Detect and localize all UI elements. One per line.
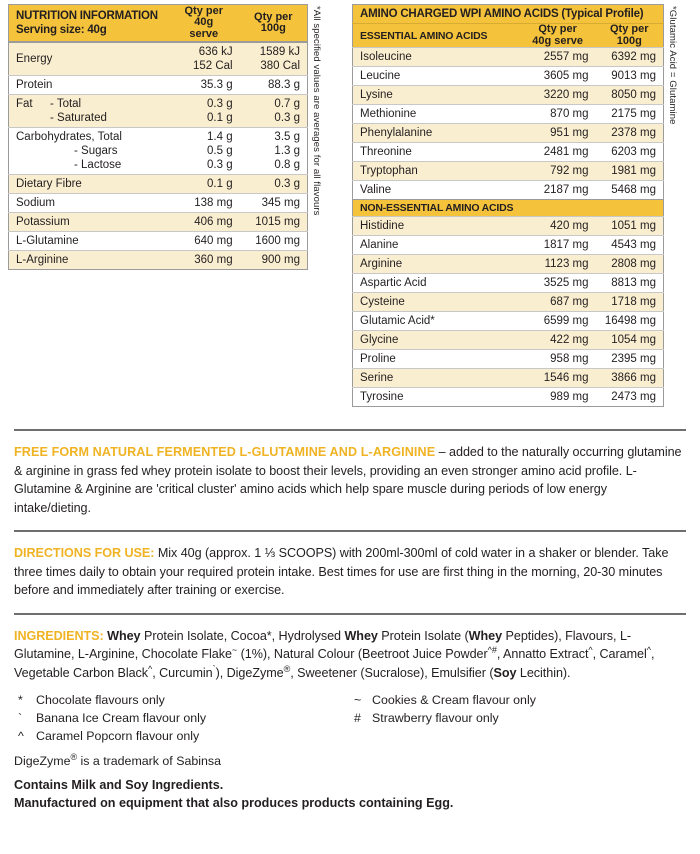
nutrition-serving-size: Serving size: 40g	[16, 24, 107, 36]
legend-item	[350, 709, 686, 727]
amino-value-100g: 6392 mg	[596, 48, 664, 67]
amino-value-100g: 2378 mg	[596, 124, 664, 143]
nutrient-value-40g: 640 mg	[168, 232, 240, 251]
divider-above-freeform	[14, 429, 686, 431]
body-content	[0, 429, 700, 812]
nutrient-value-40g: 0.3 g	[207, 98, 233, 110]
amino-value-40g: 6599 mg	[520, 312, 596, 331]
amino-name: Tryptophan	[353, 162, 520, 181]
nutrient-label: L-Glutamine	[9, 232, 168, 251]
amino-value-40g: 3220 mg	[520, 86, 596, 105]
ingredients-text: Protein Isolate, Cocoa*, Hydrolysed	[140, 628, 345, 643]
table-row	[353, 312, 664, 331]
amino-name: Leucine	[353, 67, 520, 86]
table-row	[353, 181, 664, 200]
essential-amino-rows	[353, 48, 664, 200]
nutrient-label: Potassium	[9, 213, 168, 232]
amino-value-100g: 2808 mg	[596, 255, 664, 274]
amino-value-100g: 5468 mg	[596, 181, 664, 200]
nutrient-label: Energy	[16, 53, 53, 65]
trademark-note	[14, 751, 686, 768]
amino-name: Glycine	[353, 331, 520, 350]
amino-value-40g: 420 mg	[520, 217, 596, 236]
table-row	[353, 217, 664, 236]
nutrition-col2-sub: 100g	[260, 22, 286, 34]
allergen-whey: Whey	[107, 628, 141, 643]
legend-column-right	[350, 691, 686, 745]
directions-section	[14, 544, 686, 600]
nutrient-value-100g: 900 mg	[240, 251, 308, 270]
amino-value-40g: 958 mg	[520, 350, 596, 369]
amino-col1-label: Qty per	[538, 23, 577, 35]
table-row	[353, 67, 664, 86]
allergen-whey: Whey	[468, 628, 503, 643]
amino-name: Phenylalanine	[353, 124, 520, 143]
amino-value-100g: 4543 mg	[596, 236, 664, 255]
table-row	[353, 293, 664, 312]
registered-trademark-icon: ®	[283, 663, 291, 674]
footnote-marker: ^	[588, 644, 593, 655]
ingredients-section	[14, 627, 686, 683]
amino-name: Histidine	[353, 217, 520, 236]
table-row	[9, 213, 308, 232]
table-row	[353, 143, 664, 162]
nutrient-value-100g: 345 mg	[240, 194, 308, 213]
nutrient-sublabel: - Lactose	[74, 159, 122, 171]
ingredients-text: , Caramel	[592, 647, 647, 661]
nutrient-value-100g: 3.5 g	[274, 131, 300, 143]
nutrient-value-100g: 0.3 g	[240, 175, 308, 194]
nutrient-value-40g: 406 mg	[168, 213, 240, 232]
footnote-marker: `	[212, 663, 216, 674]
allergen-warning-contains: Contains Milk and Soy Ingredients.	[14, 778, 224, 792]
amino-acids-table	[352, 4, 664, 407]
footnote-marker: ~	[231, 644, 238, 655]
directions-body: Mix 40g (approx. 1 ⅓ SCOOPS) with 200ml-300ml of cold water in a shaker or blender. Take three times daily to obtain your required protein intake. Best times for use are first thing in the morning, 20-30 minutes before and immediately after training or exercise.	[14, 546, 669, 597]
table-row	[353, 162, 664, 181]
table-row	[353, 350, 664, 369]
table-row	[353, 388, 664, 407]
nutrient-value-40g: 1.4 g	[207, 131, 233, 143]
nutrient-label: Sodium	[9, 194, 168, 213]
nutrition-col2-label: Qty per	[254, 10, 293, 23]
legend-text: Banana Ice Cream flavour only	[36, 711, 207, 725]
amino-name: Alanine	[353, 236, 520, 255]
amino-value-40g: 1817 mg	[520, 236, 596, 255]
nutrient-value-100g: 0.3 g	[274, 112, 300, 124]
table-row	[353, 86, 664, 105]
nutrient-value-100g: 1600 mg	[240, 232, 308, 251]
ingredients-text: , Sweetener (Sucralose), Emulsifier (	[290, 665, 494, 680]
table-row	[9, 42, 308, 76]
ingredients-text: Peptides), Flavours, L-Glutamine, L-Arginine, Chocolate Flake	[14, 628, 632, 661]
table-row	[353, 255, 664, 274]
nonessential-amino-header: NON-ESSENTIAL AMINO ACIDS	[353, 200, 664, 217]
amino-value-100g: 1051 mg	[596, 217, 664, 236]
legend-symbol: #	[354, 711, 361, 725]
amino-value-40g: 951 mg	[520, 124, 596, 143]
ingredients-text: ), DigeZyme	[215, 665, 284, 680]
table-row	[9, 251, 308, 270]
ingredients-text: , Vegetable Carbon Black	[14, 647, 655, 680]
amino-value-40g: 687 mg	[520, 293, 596, 312]
amino-value-40g: 3525 mg	[520, 274, 596, 293]
nutrient-sublabel: - Sugars	[74, 145, 118, 157]
amino-title-row	[353, 5, 664, 24]
amino-name: Methionine	[353, 105, 520, 124]
amino-name: Arginine	[353, 255, 520, 274]
nutrient-value-40g: 152 Cal	[192, 60, 233, 72]
amino-value-100g: 3866 mg	[596, 369, 664, 388]
amino-name: Tyrosine	[353, 388, 520, 407]
amino-name: Lysine	[353, 86, 520, 105]
amino-value-40g: 2481 mg	[520, 143, 596, 162]
amino-value-40g: 2557 mg	[520, 48, 596, 67]
registered-trademark-icon: ®	[70, 751, 78, 762]
nutrient-value-40g: 35.3 g	[168, 76, 240, 95]
nutrient-value-40g: 0.3 g	[207, 159, 233, 171]
nutrition-col1-sub: 40g	[194, 16, 214, 29]
nutrition-header-row	[9, 5, 308, 43]
nutrient-value-40g: 636 kJ	[198, 46, 233, 58]
nutrient-value-40g: 0.5 g	[207, 145, 233, 157]
nutrient-label: Fat	[16, 98, 33, 110]
nutrient-value-40g: 0.1 g	[207, 112, 233, 124]
ingredients-text: Protein Isolate (	[377, 628, 469, 643]
table-row	[353, 48, 664, 67]
nutrient-value-40g: 138 mg	[168, 194, 240, 213]
allergen-warning-equipment: Manufactured on equipment that also produces products containing Egg.	[14, 796, 454, 810]
legend-item	[14, 691, 350, 709]
amino-value-40g: 422 mg	[520, 331, 596, 350]
legend-column-left	[14, 691, 350, 745]
allergen-whey: Whey	[344, 628, 378, 643]
legend-text: Caramel Popcorn flavour only	[36, 729, 200, 743]
tables-row	[0, 0, 700, 407]
allergen-soy: Soy	[493, 665, 517, 680]
nutrient-value-100g: 380 Cal	[260, 60, 300, 72]
amino-side-note: *Glutamic Acid = Glutamine	[667, 6, 678, 125]
amino-value-40g: 3605 mg	[520, 67, 596, 86]
amino-value-100g: 16498 mg	[596, 312, 664, 331]
amino-value-100g: 2175 mg	[596, 105, 664, 124]
nutrient-label: L-Arginine	[9, 251, 168, 270]
table-row	[353, 331, 664, 350]
nutrition-title: NUTRITION INFORMATION	[16, 10, 158, 22]
legend-item	[14, 709, 350, 727]
amino-value-40g: 989 mg	[520, 388, 596, 407]
amino-value-100g: 1981 mg	[596, 162, 664, 181]
nutrient-label: Protein	[16, 79, 53, 91]
amino-value-100g: 1718 mg	[596, 293, 664, 312]
amino-name: Cysteine	[353, 293, 520, 312]
nutrient-value-100g: 1589 kJ	[259, 46, 300, 58]
table-row	[9, 76, 308, 95]
table-row	[9, 232, 308, 251]
nutrient-value-100g: 1015 mg	[240, 213, 308, 232]
ingredients-text: (1%), Natural Colour (Beetroot Juice Powder	[237, 647, 488, 661]
ingredients-text: , Annatto Extract	[496, 647, 589, 661]
amino-name: Threonine	[353, 143, 520, 162]
divider-above-directions	[14, 530, 686, 532]
trademark-name: DigeZyme	[14, 754, 71, 768]
freeform-body: – added to the naturally occurring glutamine & arginine in grass fed whey protein isolate to boost their levels, providing an even stronger amino acid profile. L-Glutamine & Arginine are 'critical cluster' amino acids which help spare muscle during periods of low energy intake/dieting.	[14, 445, 682, 515]
amino-name: Proline	[353, 350, 520, 369]
nutrient-value-40g: 360 mg	[168, 251, 240, 270]
nutrition-side-note: *All specified values are averages for all flavours	[311, 6, 322, 216]
amino-name: Serine	[353, 369, 520, 388]
nutrition-table	[8, 4, 308, 270]
table-row	[353, 369, 664, 388]
legend-text: Chocolate flavours only	[36, 693, 165, 707]
nutrition-information-panel	[8, 4, 340, 407]
amino-value-100g: 6203 mg	[596, 143, 664, 162]
ingredients-text: , Curcumin	[152, 665, 213, 680]
amino-value-40g: 1546 mg	[520, 369, 596, 388]
table-row	[353, 105, 664, 124]
amino-col1-sub: 40g serve	[532, 34, 583, 47]
amino-col2-label: Qty per	[610, 23, 649, 35]
table-row	[9, 128, 308, 175]
footnote-legend	[14, 691, 686, 745]
amino-name: Valine	[353, 181, 520, 200]
legend-symbol: ^	[18, 729, 24, 743]
table-row	[353, 124, 664, 143]
legend-item	[14, 727, 350, 745]
footnote-marker: ^	[148, 663, 153, 674]
amino-value-100g: 2395 mg	[596, 350, 664, 369]
nutrient-sublabel: - Total	[50, 98, 82, 110]
nutrient-value-100g: 1.3 g	[274, 145, 300, 157]
amino-value-40g: 1123 mg	[520, 255, 596, 274]
nutrient-value-40g: 0.1 g	[168, 175, 240, 194]
amino-title: AMINO CHARGED WPI AMINO ACIDS (Typical Profile)	[353, 5, 664, 24]
legend-symbol: *	[18, 693, 23, 707]
directions-heading: DIRECTIONS FOR USE:	[14, 546, 155, 560]
amino-nonessential-header-row	[353, 200, 664, 217]
amino-value-100g: 8050 mg	[596, 86, 664, 105]
amino-value-40g: 870 mg	[520, 105, 596, 124]
nutrition-col1-label: Qty per	[184, 4, 223, 17]
amino-value-100g: 9013 mg	[596, 67, 664, 86]
nutrient-value-100g: 0.7 g	[274, 98, 300, 110]
legend-symbol: ~	[354, 693, 362, 707]
amino-value-40g: 2187 mg	[520, 181, 596, 200]
nutrient-label: Carbohydrates, Total	[16, 131, 122, 143]
nutrient-value-100g: 88.3 g	[240, 76, 308, 95]
footnote-marker: ^	[646, 644, 651, 655]
amino-value-40g: 792 mg	[520, 162, 596, 181]
nonessential-amino-rows	[353, 217, 664, 407]
amino-name: Isoleucine	[353, 48, 520, 67]
legend-symbol: `	[18, 711, 23, 725]
amino-name: Glutamic Acid*	[353, 312, 520, 331]
divider-above-ingredients	[14, 613, 686, 615]
footnote-marker: ^#	[487, 644, 497, 655]
table-row	[353, 236, 664, 255]
ingredients-text: Lecithin).	[516, 665, 571, 680]
ingredients-heading: INGREDIENTS:	[14, 628, 104, 643]
amino-value-100g: 2473 mg	[596, 388, 664, 407]
amino-name: Aspartic Acid	[353, 274, 520, 293]
trademark-text: is a trademark of Sabinsa	[77, 754, 221, 768]
freeform-heading: FREE FORM NATURAL FERMENTED L-GLUTAMINE AND L-ARGININE	[14, 445, 436, 459]
table-row	[9, 194, 308, 213]
nutrient-label: Dietary Fibre	[9, 175, 168, 194]
amino-acids-panel	[352, 4, 682, 407]
nutrient-value-100g: 0.8 g	[274, 159, 300, 171]
legend-text: Cookies & Cream flavour only	[372, 693, 536, 707]
freeform-section	[14, 443, 686, 517]
amino-value-100g: 8813 mg	[596, 274, 664, 293]
legend-item	[350, 691, 686, 709]
essential-amino-header: ESSENTIAL AMINO ACIDS	[353, 24, 520, 48]
nutrition-col1-sub2: serve	[189, 27, 219, 40]
amino-essential-header-row	[353, 24, 664, 48]
table-row	[353, 274, 664, 293]
table-row	[9, 95, 308, 128]
legend-text: Strawberry flavour only	[372, 711, 499, 725]
amino-value-100g: 1054 mg	[596, 331, 664, 350]
table-row	[9, 175, 308, 194]
amino-col2-sub: 100g	[616, 34, 642, 47]
nutrient-sublabel: - Saturated	[50, 112, 107, 124]
